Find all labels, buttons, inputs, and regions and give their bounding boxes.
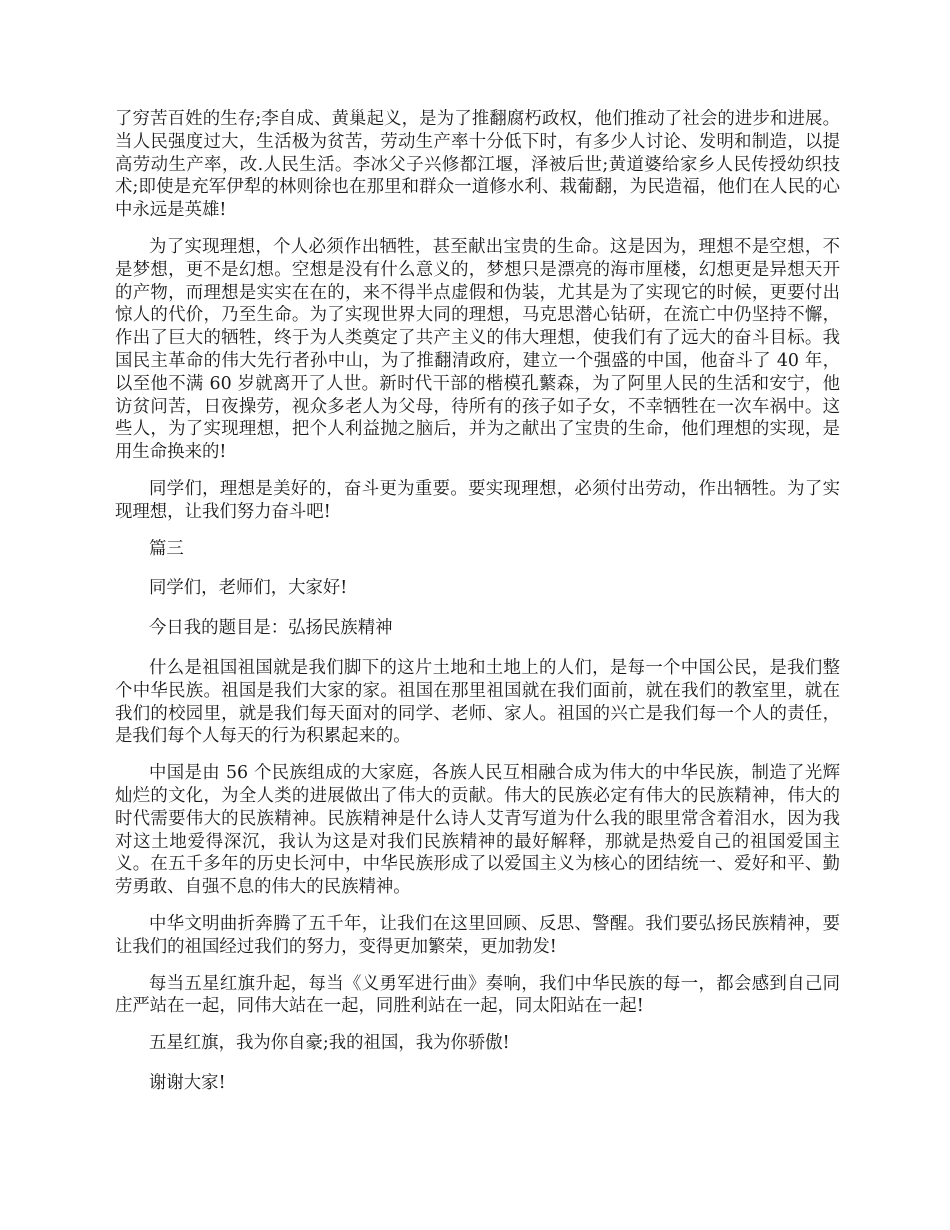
section-heading: 篇三 [149,538,184,559]
document-body [115,108,840,1112]
paragraph-flag-raising: 每当五星红旗升起，每当《义勇军进行曲》奏响，我们中华民族的每一，都会感到自己同庄严站在一起，同伟大站在一起，同胜利站在一起，同太阳站在一起! [115,973,840,1017]
paragraph-pride: 五星红旗，我为你自豪;我的祖国，我为你骄傲! [149,1033,510,1054]
paragraph-continuation: 了穷苦百姓的生存;李自成、黄巢起义，是为了推翻腐朽政权，他们推动了社会的进步和进展。当人民强度过大，生活极为贫苦，劳动生产率十分低下时，有多少人讨论、发明和制造，以提高劳动生产率，改.人民生活。李冰父子兴修都江堰，泽被后世;黄道婆给家乡人民传授幼织技术;即使是充军伊犁的林则徐也在那里和群众一道修水利、栽葡翻，为民造福，他们在人民的心中永远是英雄! [115,109,840,221]
closing-thanks: 谢谢大家! [149,1072,226,1093]
greeting: 同学们，老师们，大家好! [149,578,348,599]
paragraph-conclusion: 同学们，理想是美好的，奋斗更为重要。要实现理想，必须付出劳动，作出牺牲。为了实现理想，让我们努力奋斗吧! [115,478,840,522]
paragraph-civilization: 中华文明曲折奔腾了五千年，让我们在这里回顾、反思、警醒。我们要弘扬民族精神，要让我们的祖国经过我们的努力，变得更加繁荣，更加勃发! [115,913,840,957]
speech-title: 今日我的题目是：弘扬民族精神 [149,618,393,639]
paragraph-national-spirit: 中国是由 56 个民族组成的大家庭，各族人民互相融合成为伟大的中华民族，制造了光辉灿烂的文化，为全人类的进展做出了伟大的贡献。伟大的民族必定有伟大的民族精神，伟大的时代需要伟大的民族精神。民族精神是什么诗人艾青写道为什么我的眼里常含着泪水，因为我对这土地爱得深沉，我认为这是对我们民族精神的最好解释，那就是热爱自己的祖国爱国主义。在五千多年的历史长河中，中华民族形成了以爱国主义为核心的团结统一、爱好和平、勤劳勇敢、自强不息的伟大的民族精神。 [115,763,840,898]
paragraph-motherland: 什么是祖国祖国就是我们脚下的这片土地和土地上的人们，是每一个中国公民，是我们整个中华民族。祖国是我们大家的家。祖国在那里祖国就在我们面前，就在我们的教室里，就在我们的校园里，就是我们每天面对的同学、老师、家人。祖国的兴亡是我们每一个人的责任，是我们每个人每天的行为积累起来的。 [115,657,840,747]
paragraph-ideal-sacrifice: 为了实现理想，个人必须作出牺牲，甚至献出宝贵的生命。这是因为，理想不是空想，不是梦想，更不是幻想。空想是没有什么意义的，梦想只是漂亮的海市厘楼，幻想更是异想天开的产物，而理想是实实在在的，来不得半点虚假和伪装，尤其是为了实现它的时候，更要付出惊人的代价，乃至生命。为了实现世界大同的理想，马克思潜心钻研，在流亡中仍坚持不懈，作出了巨大的牺牲，终于为人类奠定了共产主义的伟大理想，使我们有了远大的奋斗目标。我国民主革命的伟大先行者孙中山，为了推翻清政府，建立一个强盛的中国，他奋斗了 40 年，以至他不满 60 岁就离开了人世。新时代干部的楷模孔蘩森，为了阿里人民的生活和安宁，他访贫问苦，日夜操劳，视众多老人为父母，待所有的孩子如子女，不幸牺牲在一次车祸中。这些人，为了实现理想，把个人利益抛之脑后，并为之献出了宝贵的生命，他们理想的实现，是用生命换来的! [115,236,840,463]
